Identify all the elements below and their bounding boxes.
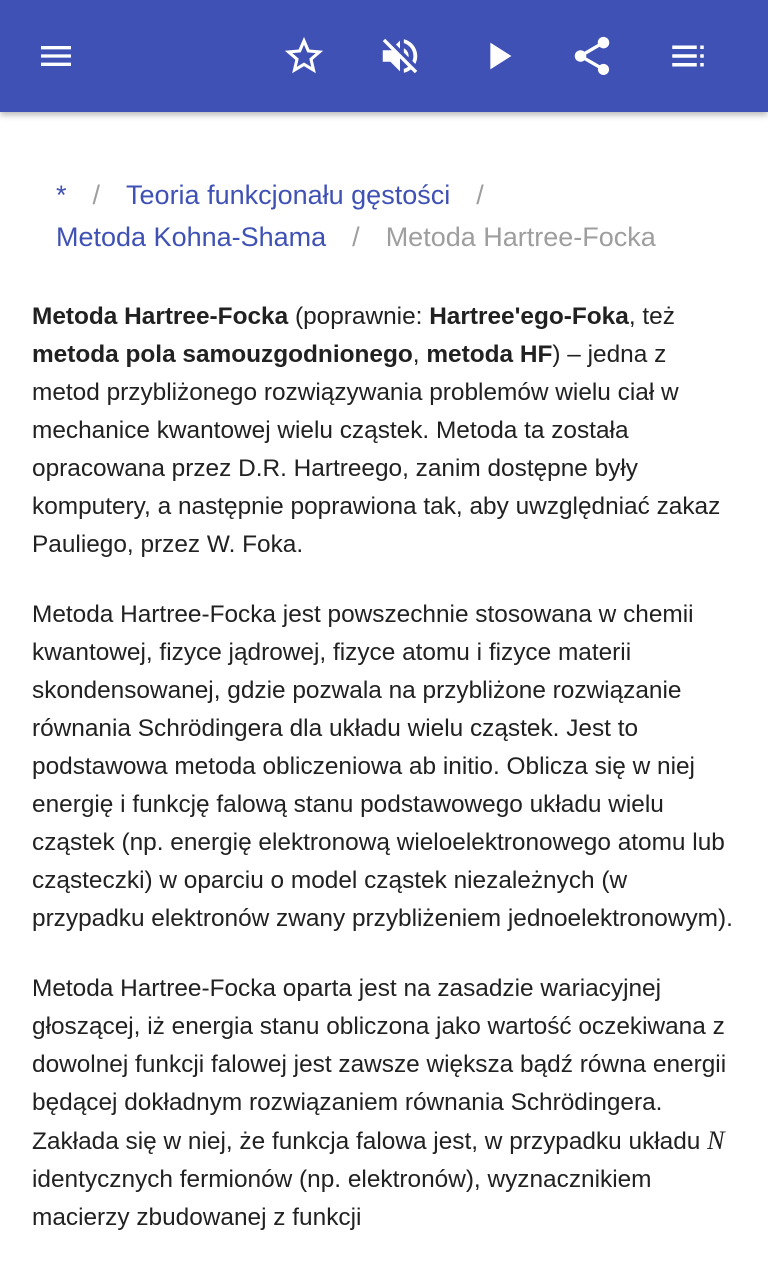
breadcrumb-separator: / [352, 222, 360, 252]
breadcrumb-separator: / [476, 180, 484, 210]
paragraph: Metoda Hartree-Focka jest powszechnie stosowana w chemii kwantowej, fizyce jądrowej, fizyce atomu i fizyce materii skondensowanej, gdzie pozwala na przybliżone rozwiązanie równania Schrödingera dla układu wielu cząstek. Jest to podstawowa metoda obliczeniowa ab initio. Oblicza się w niej energię i funkcję falową stanu podstawowego układu wielu cząstek (np. energię elektronową wieloelektronowego atomu lub cząsteczki) w oparciu o model cząstek niezależnych (w przypadku elektronów zwany przybliżeniem jednoelektronowym). [32, 601, 733, 932]
breadcrumb-link-kohn-sham[interactable]: Metoda Kohna-Shama [56, 222, 327, 252]
contents-button[interactable] [660, 28, 716, 84]
menu-icon [36, 36, 76, 76]
article-body [32, 298, 740, 1269]
math-variable: N [707, 1126, 725, 1155]
volume-off-icon [377, 33, 423, 79]
share-icon [569, 33, 615, 79]
menu-button[interactable] [28, 28, 84, 84]
article-content [0, 112, 768, 1280]
breadcrumb-current: Metoda Hartree-Focka [385, 222, 656, 252]
breadcrumb-link-dft[interactable]: Teoria funkcjonału gęstości [126, 180, 451, 210]
paragraph: Metoda Hartree-Focka oparta jest na zasadzie wariacyjnej głoszącej, iż energia stanu obliczona jako wartość oczekiwana z dowolnej funkcji falowej jest zawsze większa bądź równa energii będącej dokładnym rozwiązaniem równania Schrödingera. Zakłada się w niej, że funkcja falowa jest, w przypadku układu N identycznych fermionów (np. elektronów), wyznacznikiem macierzy zbudowanej z funkcji [32, 975, 727, 1231]
bold-term: metoda HF [426, 341, 553, 368]
share-button[interactable] [564, 28, 620, 84]
bold-term: metoda pola samouzgodnionego [32, 341, 413, 368]
breadcrumb [56, 174, 716, 258]
bold-term: Hartree'ego-Foka [429, 303, 629, 330]
app-toolbar [0, 0, 768, 112]
play-icon [475, 33, 521, 79]
bold-term: Metoda Hartree-Focka [32, 303, 289, 330]
breadcrumb-root-link[interactable]: * [56, 180, 67, 210]
paragraph: Metoda Hartree-Focka (poprawnie: Hartree'ego-Foka, też metoda pola samouzgodnionego, metoda HF) – jedna z metod przybliżonego rozwiązywania problemów wielu ciał w mechanice kwantowej wielu cząstek. Metoda ta została opracowana przez D.R. Hartreego, zanim dostępne były komputery, a następnie poprawiona tak, aby uwzględniać zakaz Pauliego, przez W. Foka. [32, 303, 721, 558]
play-button[interactable] [470, 28, 526, 84]
mute-button[interactable] [372, 28, 428, 84]
bookmark-button[interactable] [276, 28, 332, 84]
breadcrumb-separator: / [92, 180, 101, 210]
star-icon [281, 33, 327, 79]
playlist-icon [667, 35, 709, 77]
